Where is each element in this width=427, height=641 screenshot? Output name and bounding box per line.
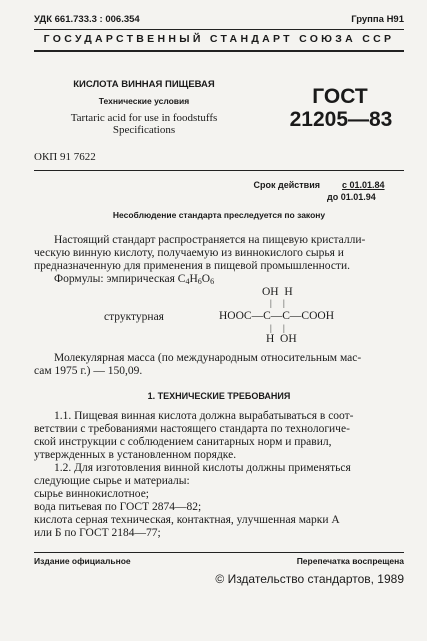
- validity-label: Срок действия: [253, 180, 320, 190]
- reprint-notice: Перепечатка воспрещена: [296, 556, 404, 566]
- title-ru: КИСЛОТА ВИННАЯ ПИЩЕВАЯ: [73, 79, 215, 90]
- copyright: © Издательство стандартов, 1989: [215, 572, 404, 586]
- structure-bottom: H OH: [266, 333, 297, 345]
- molar-mass-line-2: сам 1975 г.) — 150,09.: [34, 365, 143, 377]
- para-2-line-5: кислота серная техническая, контактная, улучшенная марки А: [34, 514, 340, 526]
- para-1-line-1: 1.1. Пищевая винная кислота должна вырабатываться в соот-: [54, 410, 354, 422]
- para-1-line-4: утвержденных в установленном порядке.: [34, 449, 237, 461]
- para-2-line-3: сырье виннокислотное;: [34, 488, 149, 500]
- formula-o-sub: 6: [210, 277, 215, 286]
- title-en: Tartaric acid for use in foodstuffs: [70, 112, 218, 124]
- section-heading: 1. ТЕХНИЧЕСКИЕ ТРЕБОВАНИЯ: [147, 391, 291, 401]
- official-edition: Издание официальное: [34, 556, 131, 566]
- okp-code: ОКП 91 7622: [34, 151, 96, 163]
- intro-line-3: предназначенную для применения в пищевой промышленности.: [34, 260, 350, 272]
- formula-o: O: [201, 273, 211, 285]
- header-rule-top: [34, 29, 404, 30]
- validity-to: до 01.01.94: [327, 192, 376, 202]
- structure-main: HOOC—C—C—COOH: [219, 310, 335, 322]
- structure-top-bars: | |: [270, 298, 285, 308]
- legal-notice: Несоблюдение стандарта преследуется по закону: [112, 210, 326, 220]
- molar-mass-line-1: Молекулярная масса (по международным относительным мас-: [54, 352, 362, 364]
- conditions-ru: Технические условия: [98, 96, 190, 106]
- para-2-line-6: или Б по ГОСТ 2184—77;: [34, 527, 161, 539]
- footer-rule: [34, 552, 404, 553]
- para-2-line-4: вода питьевая по ГОСТ 2874—82;: [34, 501, 202, 513]
- intro-line-1: Настоящий стандарт распространяется на пищевую кристалли-: [54, 234, 366, 246]
- structure-bottom-bars: | |: [270, 323, 285, 333]
- formula-prefix: Формулы: эмпирическая C: [54, 273, 186, 285]
- standard-title: ГОСУДАРСТВЕННЫЙ СТАНДАРТ СОЮЗА ССР: [43, 33, 395, 45]
- structure-top: OH H: [262, 286, 293, 298]
- udc-code: УДК 661.733.3 : 006.354: [34, 14, 140, 25]
- gost-number: 21205—83: [289, 108, 393, 131]
- structure-label: структурная: [104, 311, 164, 323]
- para-2-line-2: следующие сырье и материалы:: [34, 475, 190, 487]
- validity-from: с 01.01.84: [342, 180, 385, 190]
- gost-label: ГОСТ: [312, 85, 368, 108]
- para-2-line-1: 1.2. Для изготовления винной кислоты должны применяться: [54, 462, 351, 474]
- para-1-line-3: ской инструкции с соблюдением санитарных норм и правил,: [34, 436, 332, 448]
- formula-c-sub: 4: [185, 277, 190, 286]
- formula-h-sub: 6: [197, 277, 202, 286]
- formula-h: H: [189, 273, 198, 285]
- conditions-en: Specifications: [112, 124, 176, 136]
- intro-line-2: ческую винную кислоту, получаемую из виннокислого сырья и: [34, 247, 344, 259]
- okp-rule: [34, 170, 404, 171]
- formula-empirical: [54, 273, 214, 288]
- header-rule-bottom: [34, 50, 404, 52]
- group-code: Группа Н91: [351, 14, 404, 25]
- para-1-line-2: ветствии с требованиями настоящего стандарта по технологиче-: [34, 423, 350, 435]
